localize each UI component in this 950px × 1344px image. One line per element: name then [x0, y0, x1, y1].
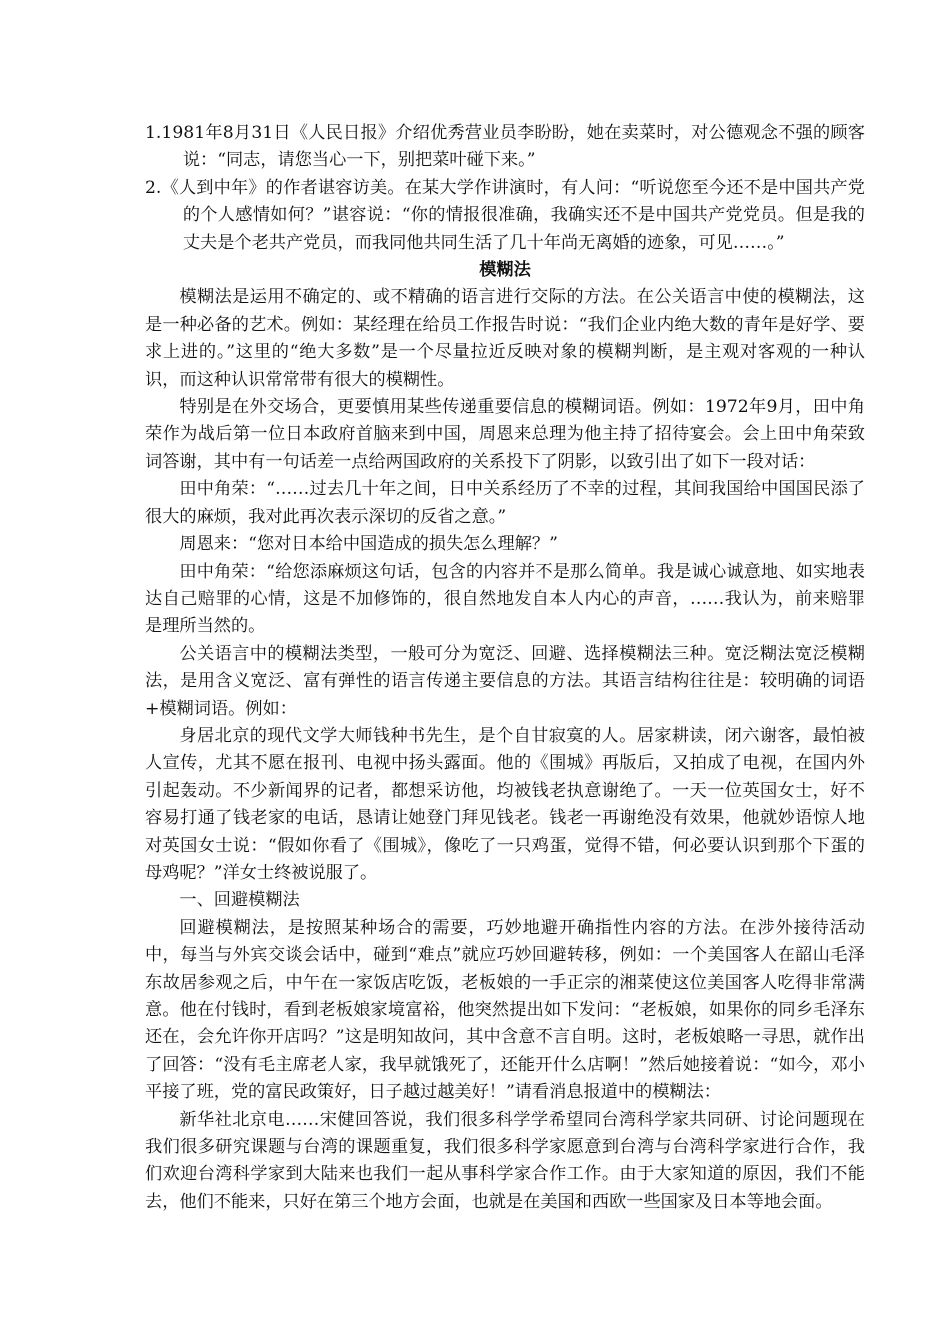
dialogue-paragraph-3: 田中角荣：“给您添麻烦这句话，包含的内容并不是那么简单。我是诚心诚意地、如实地表达自己赔罪的心情，这是不加修饰的，很自然地发自本人内心的声音，……我认为，前来赔罪是理所当然的。	[145, 561, 865, 637]
dialogue-paragraph-1: 田中角荣：“……过去几十年之间，日中关系经历了不幸的过程，其间我国给中国国民添了很大的麻烦，我对此再次表示深切的反省之意。”	[145, 479, 865, 527]
body-paragraph-4: 回避模糊法，是按照某种场合的需要，巧妙地避开确指性内容的方法。在涉外接待活动中，每当与外宾交谈会话中，碰到“难点”就应巧妙回避转移，例如：一个美国客人在韶山毛泽东故居参观之后，中午在一家饭店吃饭，老板娘的一手正宗的湘菜使这位美国客人吃得非常满意。他在付钱时，看到老板娘家境富裕，他突然提出如下发问：“老板娘，如果你的同乡毛泽东还在，会允许你开店吗？”这是明知故问，其中含意不言自明。这时，老板娘略一寻思，就作出了回答：“没有毛主席老人家，我早就饿死了，还能开什么店啊！”然后她接着说：“如今，邓小平接了班，党的富民政策好，日子越过越美好！”请看消息报道中的模糊法：	[145, 917, 865, 1103]
dialogue-paragraph-2: 周恩来：“您对日本给中国造成的损失怎么理解？”	[179, 534, 558, 555]
body-paragraph-2: 特别是在外交场合，更要慎用某些传递重要信息的模糊词语。例如：1972年9月，田中角荣作为战后第一位日本政府首脑来到中国，周恩来总理为他主持了招待宴会。会上田中角荣致词答谢，其中有一句话差一点给两国政府的关系投下了阴影，以致引出了如下一段对话：	[145, 397, 865, 472]
numbered-paragraph-2: 2.《人到中年》的作者谌容访美。在某大学作讲演时，有人问：“听说您至今还不是中国共产党的个人感情如何？”谌容说：“你的情报很准确，我确实还不是中国共产党党员。但是我的丈夫是个老共产党员，而我同他共同生活了几十年尚无离婚的迹象，可见……。”	[145, 177, 865, 253]
numbered-paragraph-1: 1.1981年8月31日《人民日报》介绍优秀营业员李盼盼，她在卖菜时，对公德观念不强的顾客说：“同志，请您当心一下，别把菜叶碰下来。”	[145, 123, 865, 171]
example-paragraph-2: 新华社北京电……宋健回答说，我们很多科学学希望同台湾科学家共同研、讨论问题现在我们很多研究课题与台湾的课题重复，我们很多科学家愿意到台湾与台湾科学家进行合作，我们欢迎台湾科学家到大陆来也我们一起从事科学家合作工作。由于大家知道的原因，我们不能去，他们不能来，只好在第三个地方会面，也就是在美国和西欧一些国家及日本等地会面。	[145, 1109, 865, 1212]
section-heading: 模糊法	[479, 260, 531, 281]
subheading-avoidance: 一、回避模糊法	[179, 890, 300, 911]
example-paragraph-1: 身居北京的现代文学大师钱种书先生，是个自甘寂寞的人。居家耕读，闭六谢客，最怕被人宣传，尤其不愿在报刊、电视中扬头露面。他的《围城》再版后，又拍成了电视，在国内外引起轰动。不少新闻界的记者，都想采访他，均被钱老执意谢绝了。一天一位英国女士，好不容易打通了钱老家的电话，恳请让她登门拜见钱老。钱老一再谢绝没有效果，他就妙语惊人地对英国女士说：“假如你看了《围城》，像吃了一只鸡蛋，觉得不错，何必要认识到那个下蛋的母鸡呢？”洋女士终被说服了。	[145, 725, 865, 883]
body-paragraph-1: 模糊法是运用不确定的、或不精确的语言进行交际的方法。在公关语言中使的模糊法，这是一种必备的艺术。例如：某经理在给员工作报告时说：“我们企业内绝大数的青年是好学、要求上进的。”这里的“绝大多数”是一个尽量拉近反映对象的模糊判断，是主观对客观的一种认识，而这种认识常常带有很大的模糊性。	[145, 287, 865, 390]
document-page	[145, 120, 865, 1216]
body-paragraph-3: 公关语言中的模糊法类型，一般可分为宽泛、回避、选择模糊法三种。宽泛糊法宽泛模糊法，是用含义宽泛、富有弹性的语言传递主要信息的方法。其语言结构往往是：较明确的词语+模糊词语。例如：	[145, 643, 865, 719]
